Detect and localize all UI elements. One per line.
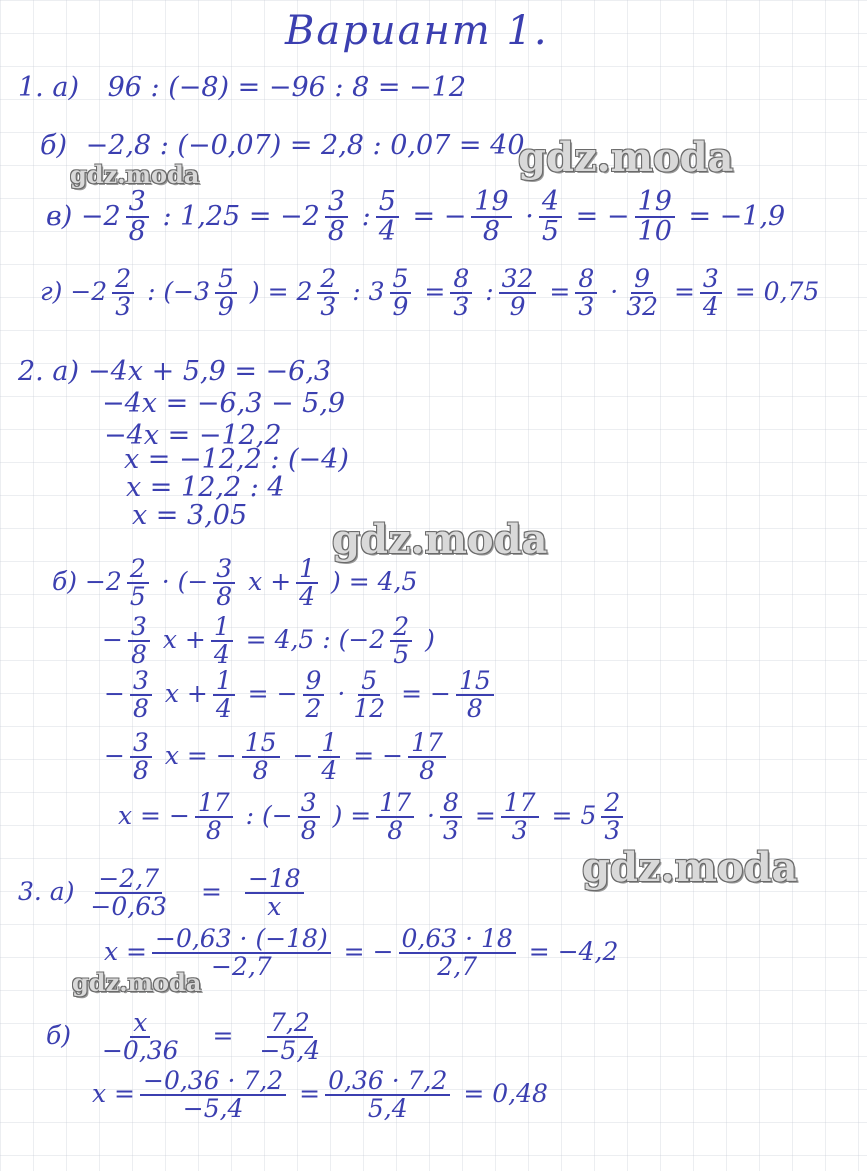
fraction bbox=[213, 556, 235, 611]
text: x + bbox=[162, 624, 206, 654]
task2-b-line3 bbox=[104, 668, 499, 723]
text: : (− bbox=[245, 800, 293, 830]
numerator: 2 bbox=[112, 266, 134, 294]
text: = − bbox=[401, 678, 451, 708]
fraction bbox=[215, 266, 237, 321]
fraction bbox=[127, 556, 149, 611]
fraction bbox=[471, 188, 511, 247]
text: · bbox=[427, 800, 435, 830]
numerator: 15 bbox=[456, 668, 494, 696]
denominator: 9 bbox=[392, 292, 409, 322]
numerator: 17 bbox=[408, 730, 446, 758]
denominator: 8 bbox=[252, 756, 269, 786]
text: = 4,5 : (−2 bbox=[245, 624, 386, 654]
fraction bbox=[539, 188, 562, 247]
text: = bbox=[201, 876, 222, 906]
text: = bbox=[212, 1020, 234, 1050]
denominator: 3 bbox=[442, 816, 459, 846]
task2-a-line: −4x = −6,3 − 5,9 bbox=[102, 388, 346, 419]
text: = − bbox=[412, 200, 467, 232]
fraction bbox=[112, 266, 134, 321]
denominator: 8 bbox=[205, 816, 222, 846]
denominator: 9 bbox=[218, 292, 234, 322]
task1-b-label: б) bbox=[40, 130, 68, 161]
denominator: 3 bbox=[511, 816, 528, 846]
watermark: gdz.moda bbox=[582, 844, 798, 891]
task1-g-label: г) bbox=[40, 276, 63, 306]
fraction bbox=[376, 188, 399, 247]
text: : 1,25 = −2 bbox=[162, 200, 320, 232]
text: − bbox=[104, 740, 125, 770]
text: = − bbox=[353, 740, 404, 770]
fraction bbox=[130, 730, 152, 785]
denominator: 8 bbox=[327, 216, 346, 248]
text: · bbox=[337, 678, 346, 708]
denominator: 3 bbox=[115, 292, 132, 322]
numerator: x bbox=[130, 1010, 150, 1038]
task3-b-line2 bbox=[92, 1068, 548, 1123]
fraction bbox=[623, 266, 661, 321]
denominator: 4 bbox=[215, 694, 232, 724]
denominator: 8 bbox=[387, 816, 404, 846]
denominator: 8 bbox=[300, 816, 317, 846]
task1-b bbox=[40, 130, 525, 161]
text: = bbox=[549, 276, 571, 306]
numerator: 3 bbox=[325, 188, 348, 218]
text: : (−3 bbox=[147, 276, 211, 306]
fraction bbox=[501, 790, 539, 845]
denominator: 8 bbox=[466, 694, 483, 724]
task2-b-line4 bbox=[104, 730, 451, 785]
text: = − bbox=[575, 200, 630, 232]
task1-a-expr: 96 : (−8) = −96 : 8 = −12 bbox=[107, 72, 467, 103]
numerator: 1 bbox=[296, 556, 318, 584]
numerator: 0,63 · 18 bbox=[399, 926, 516, 954]
denominator: 9 bbox=[509, 292, 526, 322]
numerator: 3 bbox=[298, 790, 320, 818]
denominator: 5,4 bbox=[367, 1094, 408, 1124]
task3-b-label: б) bbox=[46, 1020, 72, 1050]
numerator: 3 bbox=[130, 730, 152, 758]
numerator: 4 bbox=[539, 188, 562, 218]
text: = 0,48 bbox=[463, 1078, 548, 1108]
task3-a-label: 3. а) bbox=[18, 876, 75, 906]
text: ) = bbox=[332, 800, 372, 830]
denominator: 12 bbox=[353, 694, 386, 724]
fraction bbox=[601, 790, 623, 845]
denominator: 4 bbox=[213, 640, 230, 670]
numerator: 0,36 · 7,2 bbox=[325, 1068, 450, 1096]
fraction bbox=[399, 926, 516, 981]
fraction bbox=[128, 614, 150, 669]
fraction bbox=[130, 668, 152, 723]
numerator: −0,63 · (−18) bbox=[152, 926, 331, 954]
numerator: 5 bbox=[376, 188, 399, 218]
denominator: 3 bbox=[320, 292, 337, 322]
whole-part: −2 bbox=[84, 566, 122, 596]
denominator: 5 bbox=[541, 216, 560, 248]
text: x = − bbox=[164, 740, 237, 770]
fraction bbox=[245, 866, 304, 921]
numerator: −0,36 · 7,2 bbox=[140, 1068, 286, 1096]
numerator: 9 bbox=[303, 668, 325, 696]
denominator: 2,7 bbox=[437, 952, 478, 982]
text: · (− bbox=[161, 566, 209, 596]
text: = bbox=[474, 800, 496, 830]
numerator: 1 bbox=[318, 730, 340, 758]
fraction bbox=[376, 790, 414, 845]
fraction bbox=[87, 866, 170, 921]
numerator: 8 bbox=[440, 790, 462, 818]
fraction bbox=[450, 266, 472, 321]
numerator: 5 bbox=[358, 668, 380, 696]
text: = −4,2 bbox=[528, 936, 619, 966]
fraction bbox=[350, 668, 388, 723]
denominator: 4 bbox=[321, 756, 338, 786]
numerator: 3 bbox=[126, 188, 149, 218]
denominator: 4 bbox=[299, 582, 316, 612]
numerator: 17 bbox=[501, 790, 539, 818]
fraction bbox=[296, 556, 318, 611]
text: = − bbox=[343, 936, 394, 966]
task2-a-line: −4x = −12,2 bbox=[104, 420, 282, 451]
text: = −1,9 bbox=[688, 200, 786, 232]
fraction bbox=[195, 790, 233, 845]
text: = 5 bbox=[551, 800, 597, 830]
task1-v-label: в) bbox=[46, 200, 73, 232]
denominator: 32 bbox=[626, 292, 658, 322]
numerator: 3 bbox=[130, 668, 152, 696]
task1-a-label: 1. а) bbox=[18, 72, 79, 103]
denominator: −2,7 bbox=[211, 952, 272, 982]
denominator: 3 bbox=[453, 292, 470, 322]
numerator: −2,7 bbox=[95, 866, 162, 894]
denominator: 2 bbox=[305, 694, 322, 724]
numerator: 19 bbox=[471, 188, 511, 218]
fraction bbox=[635, 188, 675, 247]
numerator: 3 bbox=[213, 556, 235, 584]
fraction bbox=[303, 668, 325, 723]
text: = bbox=[299, 1078, 321, 1108]
text: ) bbox=[425, 624, 435, 654]
denominator: −5,4 bbox=[182, 1094, 244, 1124]
denominator: 3 bbox=[578, 292, 595, 322]
text: x = − bbox=[118, 800, 190, 830]
text: x + bbox=[164, 678, 208, 708]
page-title: Вариант 1. bbox=[285, 8, 549, 54]
text: : bbox=[485, 276, 494, 306]
fraction bbox=[390, 266, 412, 321]
numerator: 19 bbox=[635, 188, 675, 218]
task1-v bbox=[46, 188, 785, 247]
task2-a-line: x = −12,2 : (−4) bbox=[124, 444, 349, 475]
fraction bbox=[318, 730, 340, 785]
denominator: 4 bbox=[378, 216, 396, 248]
whole-part: −2 bbox=[70, 276, 108, 306]
numerator: 15 bbox=[242, 730, 280, 758]
text: : 3 bbox=[352, 276, 385, 306]
text: x + bbox=[248, 566, 292, 596]
denominator: 8 bbox=[130, 640, 147, 670]
task1-g bbox=[40, 266, 819, 321]
denominator: 8 bbox=[128, 216, 146, 248]
text: ) = 4,5 bbox=[331, 566, 418, 596]
denominator: −0,36 bbox=[101, 1036, 179, 1066]
denominator: 4 bbox=[702, 292, 719, 322]
whole-part: −2 bbox=[80, 200, 121, 232]
fraction bbox=[242, 730, 280, 785]
fraction bbox=[99, 1010, 182, 1065]
numerator: 7,2 bbox=[267, 1010, 313, 1038]
task2-a-line: x = 3,05 bbox=[132, 500, 248, 531]
fraction bbox=[700, 266, 722, 321]
numerator: 1 bbox=[211, 614, 233, 642]
task2-a-line: −4x + 5,9 = −6,3 bbox=[88, 356, 332, 387]
watermark: gdz.moda bbox=[70, 160, 200, 189]
denominator: 10 bbox=[637, 216, 672, 248]
numerator: 5 bbox=[215, 266, 237, 294]
text: = − bbox=[247, 678, 298, 708]
denominator: 8 bbox=[132, 694, 149, 724]
fraction bbox=[317, 266, 339, 321]
fraction bbox=[140, 1068, 286, 1123]
task1-a bbox=[18, 72, 466, 103]
denominator: 8 bbox=[216, 582, 233, 612]
fraction bbox=[126, 188, 149, 247]
task2-b-line2 bbox=[102, 614, 435, 669]
fraction bbox=[298, 790, 320, 845]
fraction bbox=[499, 266, 537, 321]
fraction bbox=[456, 668, 494, 723]
numerator: 1 bbox=[213, 668, 235, 696]
text: − bbox=[104, 678, 125, 708]
text: = bbox=[424, 276, 446, 306]
fraction bbox=[390, 614, 412, 669]
fraction bbox=[257, 1010, 324, 1065]
fraction bbox=[213, 668, 235, 723]
fraction bbox=[325, 1068, 450, 1123]
watermark: gdz.moda bbox=[518, 134, 734, 181]
numerator: 5 bbox=[390, 266, 412, 294]
denominator: 3 bbox=[604, 816, 621, 846]
text: = bbox=[673, 276, 695, 306]
text: = 0,75 bbox=[734, 276, 820, 306]
numerator: 9 bbox=[631, 266, 653, 294]
text: x = bbox=[92, 1078, 135, 1108]
task3-b-line1 bbox=[46, 1010, 328, 1065]
text: · bbox=[610, 276, 619, 306]
fraction bbox=[408, 730, 446, 785]
fraction bbox=[211, 614, 233, 669]
numerator: 17 bbox=[376, 790, 414, 818]
denominator: 8 bbox=[419, 756, 435, 786]
numerator: 8 bbox=[575, 266, 597, 294]
task1-b-expr: −2,8 : (−0,07) = 2,8 : 0,07 = 40 bbox=[85, 130, 525, 161]
task2-a-label: 2. а) bbox=[18, 356, 79, 387]
numerator: −18 bbox=[245, 866, 304, 894]
task2-a-line: x = 12,2 : 4 bbox=[126, 472, 285, 503]
text: − bbox=[292, 740, 314, 770]
numerator: 3 bbox=[700, 266, 722, 294]
numerator: 2 bbox=[127, 556, 149, 584]
fraction bbox=[575, 266, 597, 321]
numerator: 8 bbox=[450, 266, 472, 294]
task3-a-line1 bbox=[18, 866, 309, 921]
denominator: x bbox=[267, 892, 282, 922]
watermark: gdz.moda bbox=[72, 968, 202, 997]
text: · bbox=[525, 200, 534, 232]
numerator: 2 bbox=[317, 266, 339, 294]
fraction bbox=[325, 188, 348, 247]
numerator: 32 bbox=[499, 266, 537, 294]
numerator: 3 bbox=[128, 614, 150, 642]
numerator: 2 bbox=[601, 790, 623, 818]
numerator: 17 bbox=[195, 790, 233, 818]
text: ) = 2 bbox=[249, 276, 313, 306]
denominator: 5 bbox=[393, 640, 410, 670]
numerator: 2 bbox=[390, 614, 412, 642]
fraction bbox=[440, 790, 462, 845]
denominator: −0,63 bbox=[90, 892, 168, 922]
task2-b-label: б) bbox=[52, 566, 78, 596]
text: : bbox=[361, 200, 371, 232]
watermark: gdz.moda bbox=[332, 516, 548, 563]
denominator: −5,4 bbox=[259, 1036, 321, 1066]
task2-b-line5 bbox=[118, 790, 628, 845]
task2-b-line1 bbox=[52, 556, 417, 611]
denominator: 8 bbox=[132, 756, 149, 786]
text: − bbox=[102, 624, 123, 654]
text: x = bbox=[104, 936, 147, 966]
denominator: 5 bbox=[129, 582, 146, 612]
denominator: 8 bbox=[482, 216, 501, 248]
